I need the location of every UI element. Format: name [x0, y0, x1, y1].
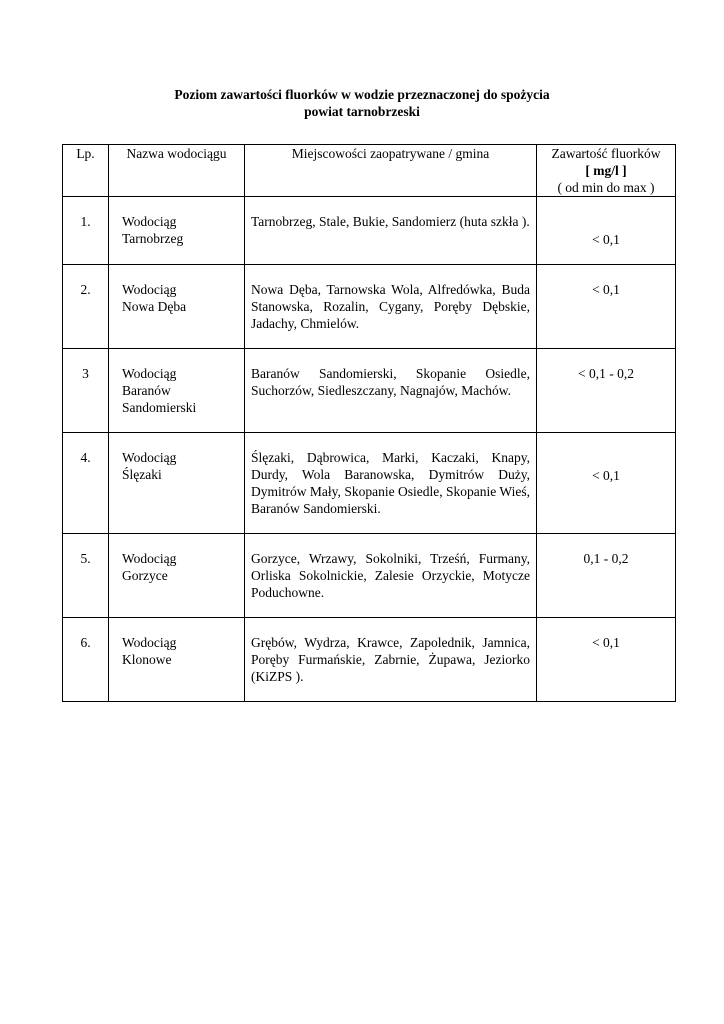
row-number: 5. [63, 534, 109, 618]
waterworks-name-line: Wodociąg [122, 366, 177, 381]
title-line-2: powiat tarnobrzeski [304, 104, 420, 119]
waterworks-name-line: Wodociąg [122, 635, 177, 650]
waterworks-name-line: Wodociąg [122, 282, 177, 297]
table-row [63, 618, 676, 702]
row-number: 2. [63, 265, 109, 349]
waterworks-name-line: Sandomierski [122, 400, 197, 415]
fluoride-value: 0,1 - 0,2 [537, 534, 676, 618]
supplied-places: Nowa Dęba, Tarnowska Wola, Alfredówka, Buda Stanowska, Rozalin, Cygany, Poręby Dębskie, Jadachy, Chmielów. [245, 265, 537, 349]
fluoride-table [62, 144, 676, 702]
waterworks-name [109, 265, 245, 349]
fluoride-value: < 0,1 - 0,2 [537, 349, 676, 433]
waterworks-name-line: Nowa Dęba [122, 299, 187, 314]
waterworks-name-line: Wodociąg [122, 214, 177, 229]
header-value [537, 145, 676, 197]
header-value-range: ( od min do max ) [557, 180, 655, 195]
waterworks-name-line: Baranów [122, 383, 171, 398]
fluoride-value: < 0,1 [537, 618, 676, 702]
waterworks-name [109, 197, 245, 265]
document-title [0, 86, 724, 120]
waterworks-name-line: Wodociąg [122, 450, 177, 465]
supplied-places: Grębów, Wydrza, Krawce, Zapolednik, Jamnica, Poręby Furmańskie, Zabrnie, Żupawa, Jeziorko (KiZPS ). [245, 618, 537, 702]
supplied-places: Gorzyce, Wrzawy, Sokolniki, Trześń, Furmany, Orliska Sokolnickie, Zalesie Orzyckie, Motycze Poduchowne. [245, 534, 537, 618]
supplied-places: Baranów Sandomierski, Skopanie Osiedle, Suchorzów, Siedleszczany, Nagnajów, Machów. [245, 349, 537, 433]
row-number: 1. [63, 197, 109, 265]
waterworks-name-line: Gorzyce [122, 568, 168, 583]
table-row [63, 349, 676, 433]
row-number: 3 [63, 349, 109, 433]
table-row [63, 197, 676, 265]
supplied-places: Tarnobrzeg, Stale, Bukie, Sandomierz (huta szkła ). [245, 197, 537, 265]
fluoride-value: < 0,1 [537, 433, 676, 534]
waterworks-name-line: Wodociąg [122, 551, 177, 566]
row-number: 6. [63, 618, 109, 702]
header-value-unit: [ mg/l ] [585, 163, 627, 178]
header-places: Miejscowości zaopatrywane / gmina [245, 145, 537, 197]
header-name: Nazwa wodociągu [109, 145, 245, 197]
table-row [63, 534, 676, 618]
table-header-row [63, 145, 676, 197]
table-row [63, 265, 676, 349]
title-line-1: Poziom zawartości fluorków w wodzie przeznaczonej do spożycia [174, 87, 550, 102]
header-lp: Lp. [63, 145, 109, 197]
header-value-title: Zawartość fluorków [551, 146, 661, 161]
row-number: 4. [63, 433, 109, 534]
fluoride-value: < 0,1 [537, 197, 676, 265]
waterworks-name-line: Tarnobrzeg [122, 231, 184, 246]
table-row [63, 433, 676, 534]
fluoride-value: < 0,1 [537, 265, 676, 349]
waterworks-name [109, 433, 245, 534]
supplied-places: Ślęzaki, Dąbrowica, Marki, Kaczaki, Knapy, Durdy, Wola Baranowska, Dymitrów Duży, Dymitrów Mały, Skopanie Osiedle, Skopanie Wieś, Baranów Sandomierski. [245, 433, 537, 534]
waterworks-name [109, 349, 245, 433]
waterworks-name-line: Klonowe [122, 652, 172, 667]
waterworks-name-line: Ślęzaki [122, 467, 162, 482]
waterworks-name [109, 618, 245, 702]
waterworks-name [109, 534, 245, 618]
